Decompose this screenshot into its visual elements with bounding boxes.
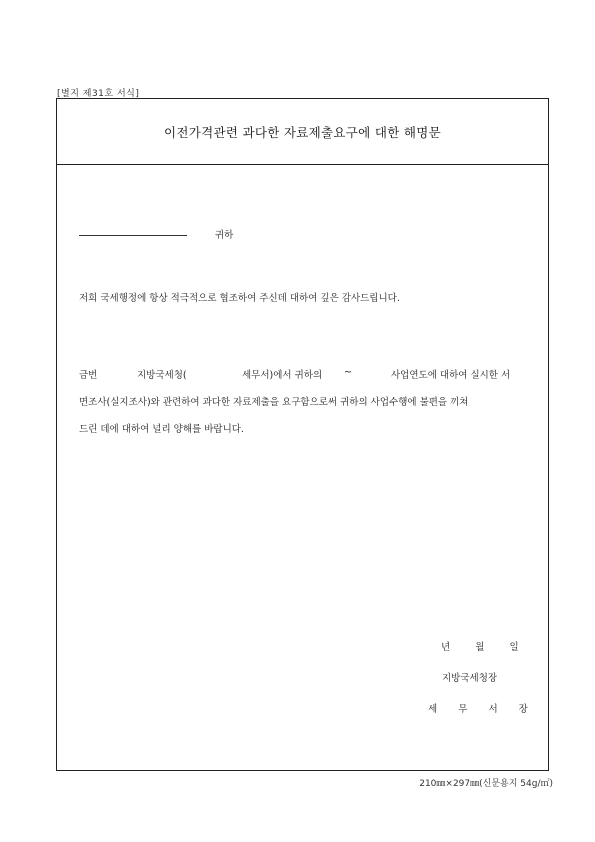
office-head-char: 무 [458, 704, 470, 715]
office-head-title [428, 701, 544, 715]
office-head-char: 장 [518, 704, 530, 715]
form-number-label: [별지 제31호 서식] [57, 89, 140, 99]
body-word-5: 사업연도에 대하여 실시한 서 [391, 370, 511, 381]
paper-spec-footer: 210㎜×297㎜(신문용지 54g/㎡) [419, 779, 553, 789]
office-head-char: 서 [488, 704, 500, 715]
body-word-2: 지방국세청( [137, 370, 187, 381]
day-label: 일 [509, 642, 521, 653]
office-head-char: 세 [428, 704, 440, 715]
recipient-name-blank [79, 235, 187, 236]
regional-chief-title: 지방국세청장 [442, 673, 498, 684]
body-line-3: 드린 데에 대하여 널리 양해를 바랍니다. [79, 424, 244, 435]
document-title: 이전가격관련 과다한 자료제출요구에 대한 해명문 [164, 125, 441, 140]
body-word-4: ~ [344, 367, 352, 378]
body-word-1: 금번 [79, 370, 98, 381]
month-label: 월 [475, 642, 487, 653]
greeting-paragraph: 저희 국세행정에 항상 적극적으로 협조하여 주신데 대하여 깊은 감사드립니다. [79, 293, 400, 304]
form-frame [56, 98, 549, 771]
date-line [441, 639, 539, 653]
title-box [57, 99, 548, 165]
body-line-2: 면조사(실지조사)와 관련하여 과다한 자료제출을 요구함으로써 귀하의 사업수행에 불편을 끼쳐 [79, 397, 469, 408]
body-word-3: 세무서)에서 귀하의 [242, 370, 323, 381]
recipient-suffix: 귀하 [215, 230, 234, 241]
year-label: 년 [441, 642, 453, 653]
